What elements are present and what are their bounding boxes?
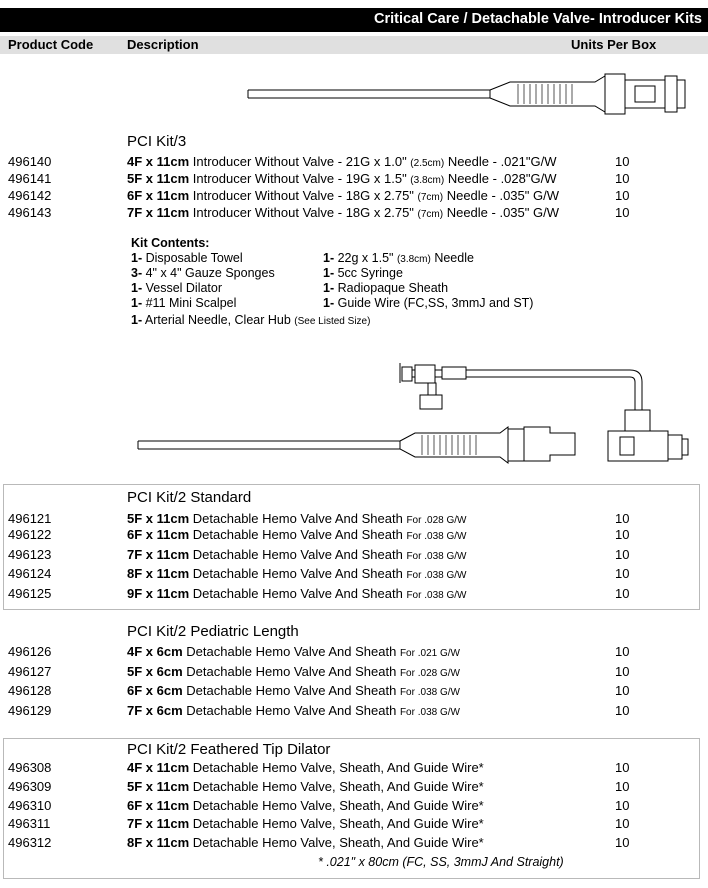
product-code: 496309 xyxy=(8,779,52,794)
table-row xyxy=(0,835,708,852)
table-row xyxy=(0,779,708,796)
kit-item: 1- Disposable Towel xyxy=(131,251,243,265)
product-description: 6F x 11cm Detachable Hemo Valve And Sheath For .038 G/W xyxy=(127,527,467,542)
table-row xyxy=(0,171,708,188)
kit-item: 1- Arterial Needle, Clear Hub (See Listed Size) xyxy=(131,313,371,327)
table-row xyxy=(0,154,708,171)
kit-item: 1- 22g x 1.5" (3.8cm) Needle xyxy=(323,251,474,265)
units-per-box: 10 xyxy=(615,154,630,169)
introducer-illustration xyxy=(240,70,700,120)
column-header-row xyxy=(0,36,708,54)
units-per-box: 10 xyxy=(615,586,630,601)
product-description: 5F x 11cm Introducer Without Valve - 19G x 1.5" (3.8cm) Needle - .028"G/W xyxy=(127,171,557,186)
units-per-box: 10 xyxy=(615,683,630,698)
product-description: 9F x 11cm Detachable Hemo Valve And Sheath For .038 G/W xyxy=(127,586,467,601)
product-description: 6F x 11cm Introducer Without Valve - 18G x 2.75" (7cm) Needle - .035" G/W xyxy=(127,188,559,203)
product-description: 4F x 6cm Detachable Hemo Valve And Sheath For .021 G/W xyxy=(127,644,460,659)
product-code: 496311 xyxy=(8,816,51,831)
product-code: 496124 xyxy=(8,566,52,581)
product-code: 496312 xyxy=(8,835,52,850)
kit-item: 1- Radiopaque Sheath xyxy=(323,281,449,295)
product-code: 496125 xyxy=(8,586,52,601)
units-per-box: 10 xyxy=(615,779,630,794)
kit-item: 1- Vessel Dilator xyxy=(131,281,223,295)
units-per-box: 10 xyxy=(615,644,630,659)
table-row xyxy=(0,760,708,777)
product-description: 5F x 11cm Detachable Hemo Valve, Sheath, And Guide Wire* xyxy=(127,779,484,794)
kit-contents-heading: Kit Contents: xyxy=(131,236,210,250)
table-row xyxy=(0,586,708,603)
product-code: 496143 xyxy=(8,205,52,220)
product-code: 496129 xyxy=(8,703,52,718)
table-row xyxy=(0,798,708,815)
section-title-pci-kit-2-feathered: PCI Kit/2 Feathered Tip Dilator xyxy=(127,741,331,758)
footnote: * .021" x 80cm (FC, SS, 3mmJ And Straight) xyxy=(318,855,564,869)
product-description: 7F x 11cm Introducer Without Valve - 18G x 2.75" (7cm) Needle - .035" G/W xyxy=(127,205,559,220)
product-description: 7F x 11cm Detachable Hemo Valve And Sheath For .038 G/W xyxy=(127,547,467,562)
units-per-box: 10 xyxy=(615,188,630,203)
kit-item: 1- 5cc Syringe xyxy=(323,266,403,280)
kit-item: 1- #11 Mini Scalpel xyxy=(131,296,237,310)
hemo-valve-sheath-illustration xyxy=(130,355,690,470)
header-units-per-box: Units Per Box xyxy=(571,37,657,52)
table-row xyxy=(0,511,708,528)
product-code: 496140 xyxy=(8,154,52,169)
units-per-box: 10 xyxy=(615,527,630,542)
table-row xyxy=(0,566,708,583)
table-row xyxy=(0,547,708,564)
units-per-box: 10 xyxy=(615,547,630,562)
product-description: 4F x 11cm Introducer Without Valve - 21G x 1.0" (2.5cm) Needle - .021"G/W xyxy=(127,154,557,169)
product-code: 496141 xyxy=(8,171,52,186)
product-description: 6F x 11cm Detachable Hemo Valve, Sheath, And Guide Wire* xyxy=(127,798,484,813)
table-row xyxy=(0,664,708,681)
section-title-pci-kit-3: PCI Kit/3 xyxy=(127,133,187,150)
product-code: 496127 xyxy=(8,664,52,679)
product-description: 7F x 11cm Detachable Hemo Valve, Sheath, And Guide Wire* xyxy=(127,816,484,831)
units-per-box: 10 xyxy=(615,760,630,775)
table-row xyxy=(0,816,708,833)
product-description: 8F x 11cm Detachable Hemo Valve And Sheath For .038 G/W xyxy=(127,566,467,581)
product-code: 496122 xyxy=(8,527,52,542)
units-per-box: 10 xyxy=(615,816,630,831)
header-description: Description xyxy=(127,37,199,52)
title-bar xyxy=(0,8,708,32)
units-per-box: 10 xyxy=(615,511,630,526)
section-title-pci-kit-2-standard: PCI Kit/2 Standard xyxy=(127,489,252,506)
product-description: 8F x 11cm Detachable Hemo Valve, Sheath, And Guide Wire* xyxy=(127,835,484,850)
units-per-box: 10 xyxy=(615,205,630,220)
kit-item: 1- Guide Wire (FC,SS, 3mmJ and ST) xyxy=(323,296,534,310)
table-row xyxy=(0,683,708,700)
table-row xyxy=(0,644,708,661)
product-code: 496128 xyxy=(8,683,52,698)
header-product-code: Product Code xyxy=(8,37,94,52)
units-per-box: 10 xyxy=(615,171,630,186)
product-code: 496126 xyxy=(8,644,52,659)
product-description: 7F x 6cm Detachable Hemo Valve And Sheath For .038 G/W xyxy=(127,703,460,718)
table-row xyxy=(0,527,708,544)
units-per-box: 10 xyxy=(615,703,630,718)
product-code: 496310 xyxy=(8,798,52,813)
product-description: 5F x 6cm Detachable Hemo Valve And Sheath For .028 G/W xyxy=(127,664,460,679)
units-per-box: 10 xyxy=(615,566,630,581)
product-description: 6F x 6cm Detachable Hemo Valve And Sheath For .038 G/W xyxy=(127,683,460,698)
product-code: 496142 xyxy=(8,188,52,203)
product-code: 496123 xyxy=(8,547,52,562)
product-code: 496308 xyxy=(8,760,52,775)
product-description: 4F x 11cm Detachable Hemo Valve, Sheath, And Guide Wire* xyxy=(127,760,484,775)
product-description: 5F x 11cm Detachable Hemo Valve And Sheath For .028 G/W xyxy=(127,511,467,526)
units-per-box: 10 xyxy=(615,664,630,679)
section-title-pci-kit-2-pediatric: PCI Kit/2 Pediatric Length xyxy=(127,623,299,640)
product-code: 496121 xyxy=(8,511,52,526)
table-row xyxy=(0,205,708,222)
units-per-box: 10 xyxy=(615,835,630,850)
table-row xyxy=(0,703,708,720)
kit-item: 3- 4" x 4" Gauze Sponges xyxy=(131,266,275,280)
units-per-box: 10 xyxy=(615,798,630,813)
table-row xyxy=(0,188,708,205)
page-title: Critical Care / Detachable Valve- Introducer Kits xyxy=(374,11,702,27)
